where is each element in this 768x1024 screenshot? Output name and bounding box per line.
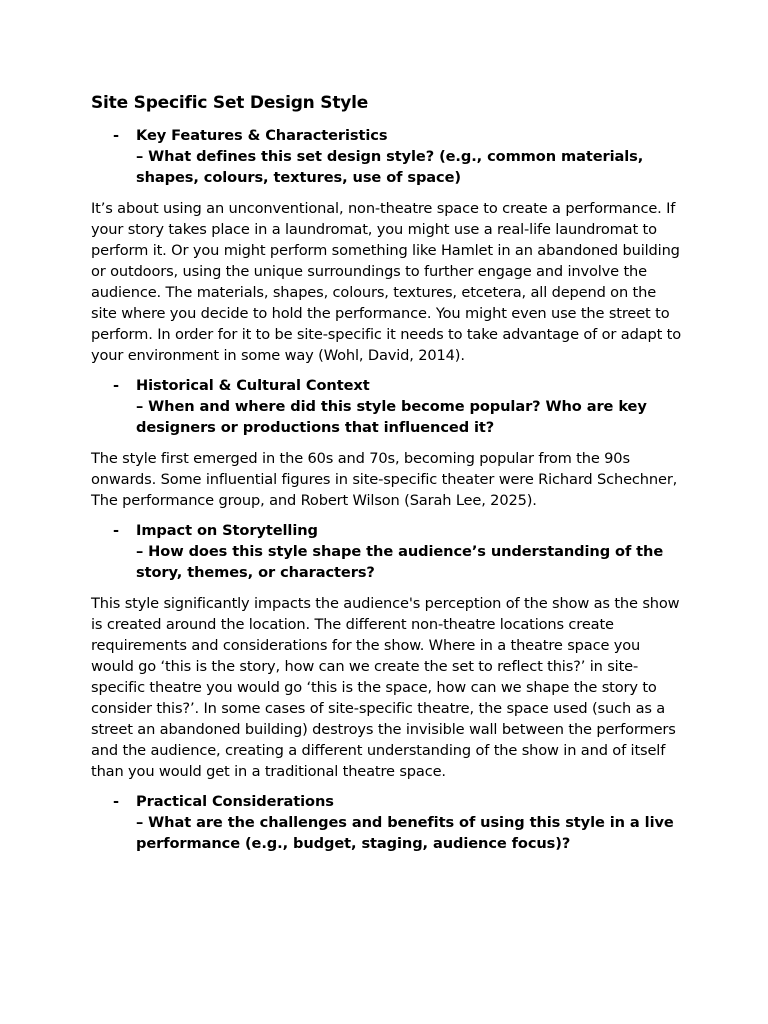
section-body-historical-context: The style first emerged in the 60s and 70s, becoming popular from the 90s onwards. Some influential figures in site-specific theater were Richard Schechner, The performance group, and Robert Wilson (Sarah Lee, 2025). [91, 450, 678, 509]
section-question: – What are the challenges and benefits of using this style in a live performance (e.g., budget, staging, audience focus)? [136, 814, 674, 852]
bullet-dash: - [113, 522, 119, 539]
section-question: – When and where did this style become popular? Who are key designers or productions that influenced it? [136, 398, 647, 436]
section-heading-practical [91, 791, 681, 854]
section-heading-storytelling [91, 520, 681, 583]
section-title: Historical & Cultural Context [136, 377, 370, 394]
section-body-key-features: It’s about using an unconventional, non-theatre space to create a performance. If your story takes place in a laundromat, you might use a real-life laundromat to perform it. Or you might perform something like Hamlet in an abandoned building or outdoors, using the unique surroundings to further engage and involve the audience. The materials, shapes, colours, textures, etcetera, all depend on the site where you decide to hold the performance. You might even use the street to perform. In order for it to be site-specific it needs to take advantage of or adapt to your environment in some way (Wohl, David, 2014). [91, 200, 681, 364]
section-title: Impact on Storytelling [136, 522, 318, 539]
document-page [91, 90, 681, 864]
bullet-dash: - [113, 377, 119, 394]
section-body-storytelling: This style significantly impacts the audience's perception of the show as the show is created around the location. The different non-theatre locations create requirements and considerations for the show. Where in a theatre space you would go ‘this is the story, how can we create the set to reflect this?’ in site-specific theatre you would go ‘this is the space, how can we shape the story to consider this?’. In some cases of site-specific theatre, the space used (such as a street an abandoned building) destroys the invisible wall between the performers and the audience, creating a different understanding of the show in and of itself than you would get in a traditional theatre space. [91, 595, 680, 780]
bullet-dash: - [113, 127, 119, 144]
section-heading-key-features [91, 125, 681, 188]
section-question: – How does this style shape the audience’s understanding of the story, themes, or characters? [136, 543, 664, 581]
section-question: – What defines this set design style? (e.g., common materials, shapes, colours, textures, use of space) [136, 148, 644, 186]
bullet-dash: - [113, 793, 119, 810]
section-title: Key Features & Characteristics [136, 127, 388, 144]
section-heading-historical-context [91, 375, 681, 438]
section-title: Practical Considerations [136, 793, 334, 810]
document-title: Site Specific Set Design Style [91, 93, 369, 113]
